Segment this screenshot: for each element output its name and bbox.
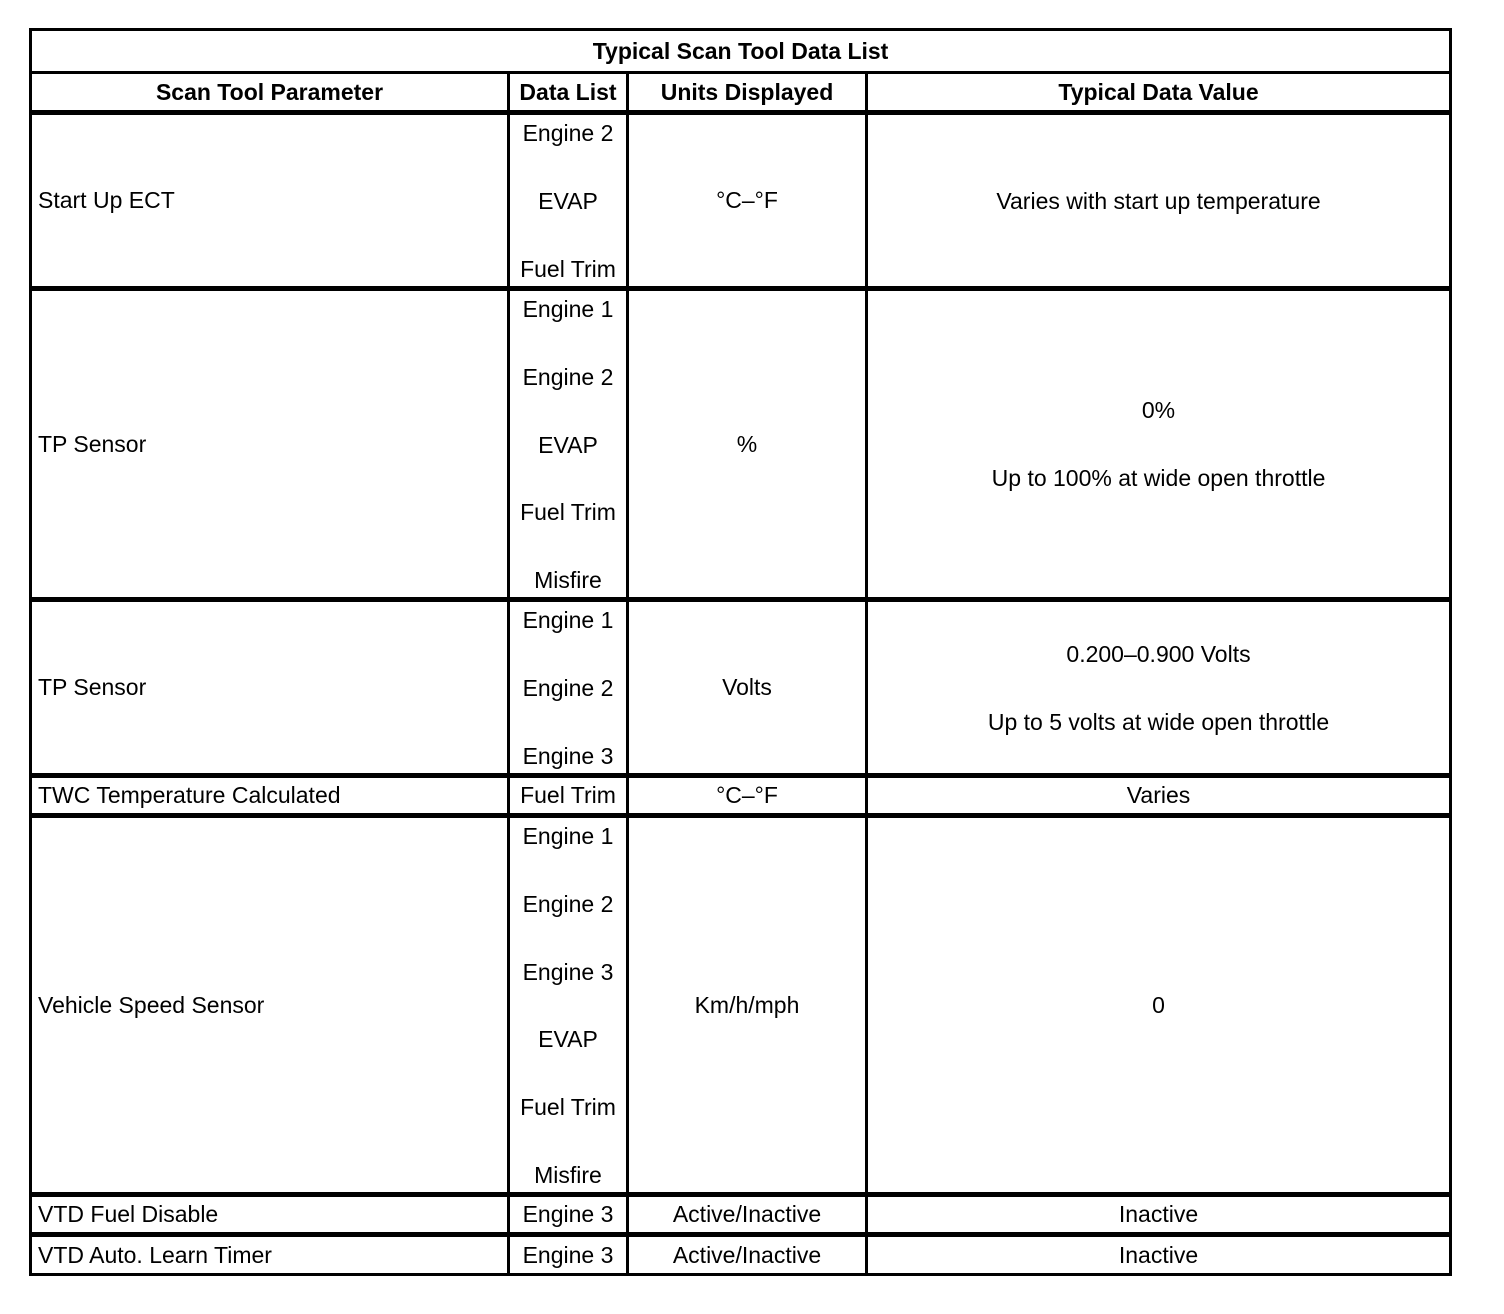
- parameter-cell: Start Up ECT: [31, 113, 509, 289]
- value-line: 0.200–0.900 Volts: [1066, 640, 1251, 667]
- units-cell: Active/Inactive: [628, 1235, 867, 1275]
- data-list-item: Engine 2: [522, 890, 614, 917]
- data-list-item: Misfire: [534, 567, 602, 593]
- data-list-item: Engine 2: [522, 675, 614, 701]
- units-cell: Active/Inactive: [628, 1195, 867, 1235]
- data-list-item: EVAP: [538, 1026, 598, 1053]
- value-cell: [867, 289, 1451, 600]
- parameter-cell: TP Sensor: [31, 289, 509, 600]
- header-data-list: Data List: [509, 73, 628, 113]
- data-list-item: EVAP: [538, 188, 598, 214]
- data-list-cell: [509, 600, 628, 776]
- units-cell: %: [628, 289, 867, 600]
- table-row: [31, 1235, 1451, 1275]
- data-list-cell: [509, 289, 628, 600]
- value-line: Up to 100% at wide open throttle: [991, 465, 1326, 491]
- header-units-displayed: Units Displayed: [628, 73, 867, 113]
- table-row: [31, 289, 1451, 600]
- data-list-item: Misfire: [534, 1161, 602, 1188]
- table-row: [31, 113, 1451, 289]
- header-scan-tool-parameter: Scan Tool Parameter: [31, 73, 509, 113]
- table-title: Typical Scan Tool Data List: [31, 30, 1451, 73]
- data-list-cell: Fuel Trim: [509, 776, 628, 816]
- data-list-item: EVAP: [538, 431, 598, 458]
- data-list-item: Engine 1: [522, 823, 614, 849]
- table-row: [31, 816, 1451, 1195]
- value-line: Up to 5 volts at wide open throttle: [987, 708, 1330, 735]
- scan-tool-data-table: [29, 28, 1452, 1276]
- data-list-item: Fuel Trim: [520, 499, 616, 526]
- parameter-cell: VTD Auto. Learn Timer: [31, 1235, 509, 1275]
- units-cell: Km/h/mph: [628, 816, 867, 1195]
- units-cell: °C–°F: [628, 776, 867, 816]
- parameter-cell: TP Sensor: [31, 600, 509, 776]
- data-list-cell: Engine 3: [509, 1195, 628, 1235]
- parameter-cell: TWC Temperature Calculated: [31, 776, 509, 816]
- units-cell: Volts: [628, 600, 867, 776]
- data-list-item: Engine 1: [522, 607, 614, 633]
- table-title-row: [31, 30, 1451, 73]
- value-cell: Varies: [867, 776, 1451, 816]
- data-list-item: Fuel Trim: [520, 256, 616, 282]
- table-header-row: [31, 73, 1451, 113]
- data-list-item: Engine 2: [522, 120, 614, 146]
- header-typical-data-value: Typical Data Value: [867, 73, 1451, 113]
- data-list-item: Engine 3: [522, 743, 614, 769]
- value-line: 0%: [1141, 397, 1176, 423]
- parameter-cell: Vehicle Speed Sensor: [31, 816, 509, 1195]
- data-list-cell: [509, 816, 628, 1195]
- value-cell: [867, 113, 1451, 289]
- value-cell: 0: [867, 816, 1451, 1195]
- table-row: [31, 600, 1451, 776]
- units-cell: °C–°F: [628, 113, 867, 289]
- value-cell: Inactive: [867, 1195, 1451, 1235]
- value-cell: [867, 600, 1451, 776]
- table-row: [31, 776, 1451, 816]
- data-list-item: Fuel Trim: [520, 1094, 616, 1121]
- table-row: [31, 1195, 1451, 1235]
- data-list-cell: [509, 113, 628, 289]
- parameter-cell: VTD Fuel Disable: [31, 1195, 509, 1235]
- data-list-item: Engine 1: [522, 296, 614, 322]
- data-list-item: Engine 2: [522, 363, 614, 390]
- value-cell: Inactive: [867, 1235, 1451, 1275]
- data-list-cell: Engine 3: [509, 1235, 628, 1275]
- data-list-item: Engine 3: [522, 958, 614, 985]
- value-line: Varies with start up temperature: [996, 187, 1321, 214]
